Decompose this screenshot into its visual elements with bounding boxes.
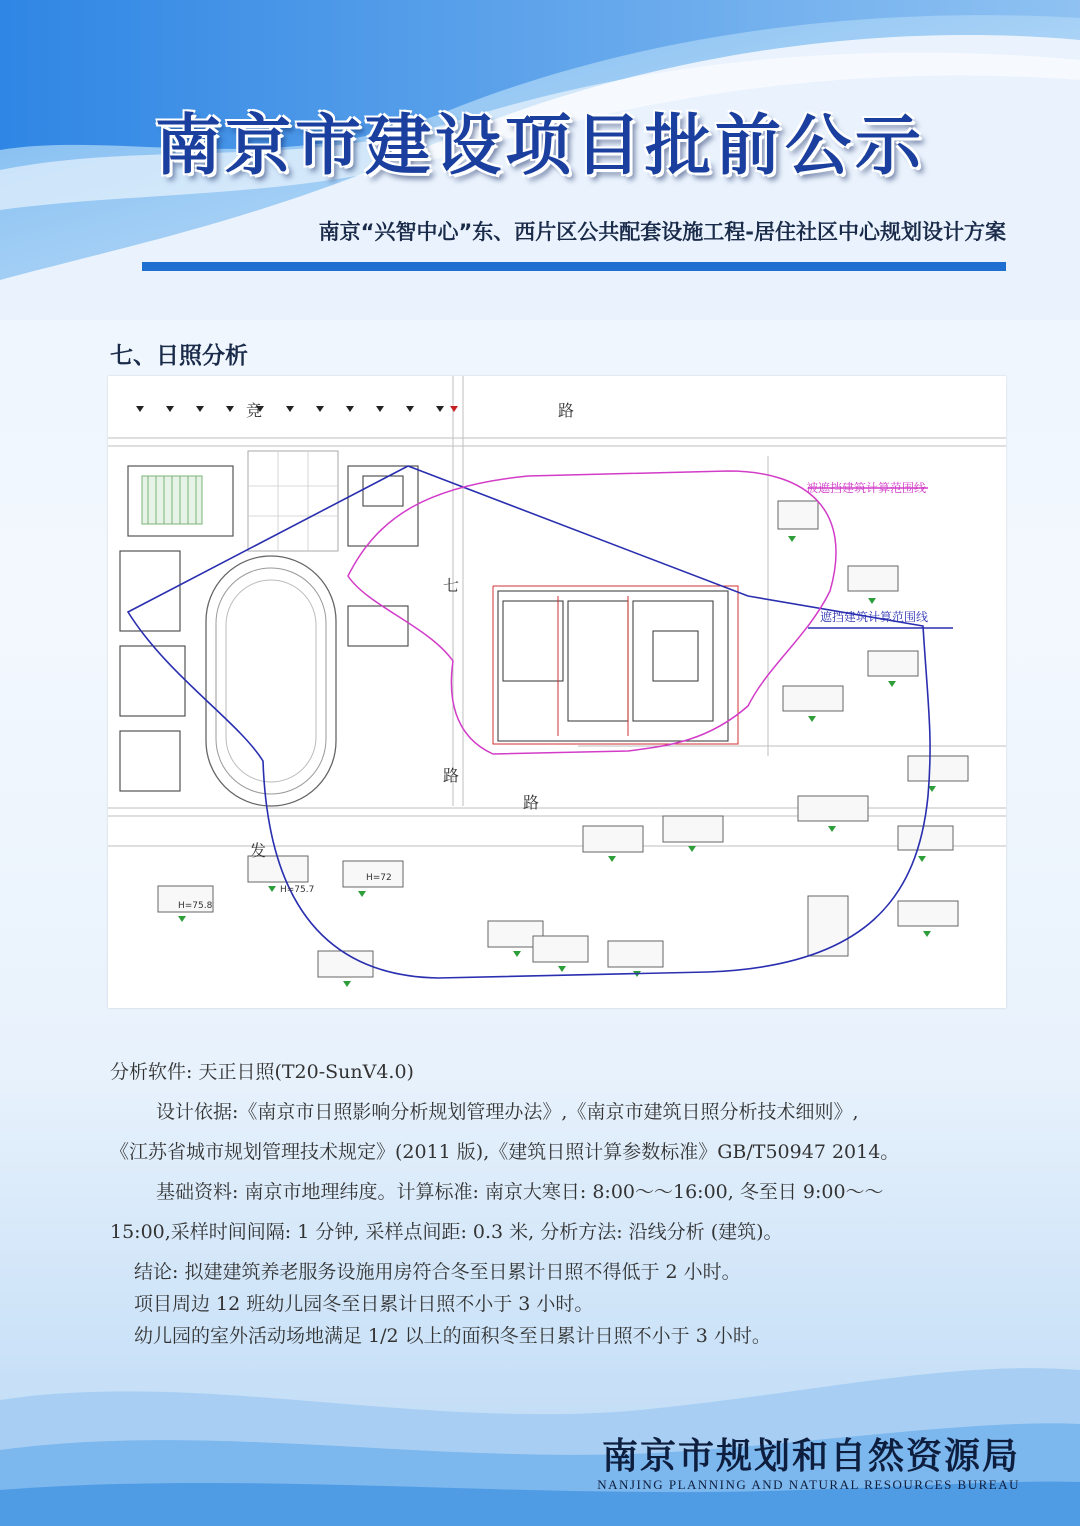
basis-line-1: 设计依据:《南京市日照影响分析规划管理办法》,《南京市建筑日照分析技术细则》, xyxy=(156,1101,859,1123)
bureau-name-cn: 南京市规划和自然资源局 xyxy=(601,1435,1020,1477)
road-label-west: 七 xyxy=(443,576,460,595)
road-label-center: 路 xyxy=(443,766,460,785)
height-label-3: H=72 xyxy=(366,873,392,883)
plan-drawing xyxy=(108,376,1006,1008)
page-title: 南京市建设项目批前公示 xyxy=(155,106,925,184)
section-heading: 七、日照分析 xyxy=(110,343,248,369)
road-label-north-2: 路 xyxy=(558,401,575,420)
height-label-2: H=75.7 xyxy=(280,885,315,895)
title-divider xyxy=(142,262,1006,271)
data-line-1: 基础资料: 南京市地理纬度。计算标准: 南京大寒日: 8:00～～16:00, 冬至日 9:00～～ xyxy=(156,1181,884,1203)
software-line: 分析软件: 天正日照(T20-SunV4.0) xyxy=(110,1061,414,1083)
conclusion-line-3: 幼儿园的室外活动场地满足 1/2 以上的面积冬至日累计日照不小于 3 小时。 xyxy=(134,1325,771,1347)
conclusion-line-1: 结论: 拟建建筑养老服务设施用房符合冬至日累计日照不得低于 2 小时。 xyxy=(134,1261,741,1283)
data-line-2: 15:00,采样时间间隔: 1 分钟, 采样点间距: 0.3 米, 分析方法: 沿线分析 (建筑)。 xyxy=(110,1221,783,1243)
bureau-signature xyxy=(597,1428,1020,1493)
conclusion-line-2: 项目周边 12 班幼儿园冬至日累计日照不小于 3 小时。 xyxy=(134,1293,594,1315)
bureau-name-en: NANJING PLANNING AND NATURAL RESOURCES BUREAU xyxy=(597,1477,1020,1492)
road-label-north: 竞 xyxy=(246,401,263,420)
basis-line-2: 《江苏省城市规划管理技术规定》(2011 版),《建筑日照计算参数标准》GB/T50947 2014。 xyxy=(110,1141,900,1163)
road-label-south: 路 xyxy=(523,793,540,812)
project-subtitle: 南京“兴智中心”东、西片区公共配套设施工程-居住社区中心规划设计方案 xyxy=(318,220,1006,244)
road-label-southwest: 发 xyxy=(250,841,267,860)
legend-shaded-label: 被遮挡建筑计算范围线 xyxy=(806,481,927,495)
height-label-1: H=75.8 xyxy=(178,901,213,911)
legend-shading-label: 遮挡建筑计算范围线 xyxy=(820,610,929,624)
sunlight-analysis-plan xyxy=(108,376,1006,1008)
analysis-description xyxy=(110,1058,1010,1354)
